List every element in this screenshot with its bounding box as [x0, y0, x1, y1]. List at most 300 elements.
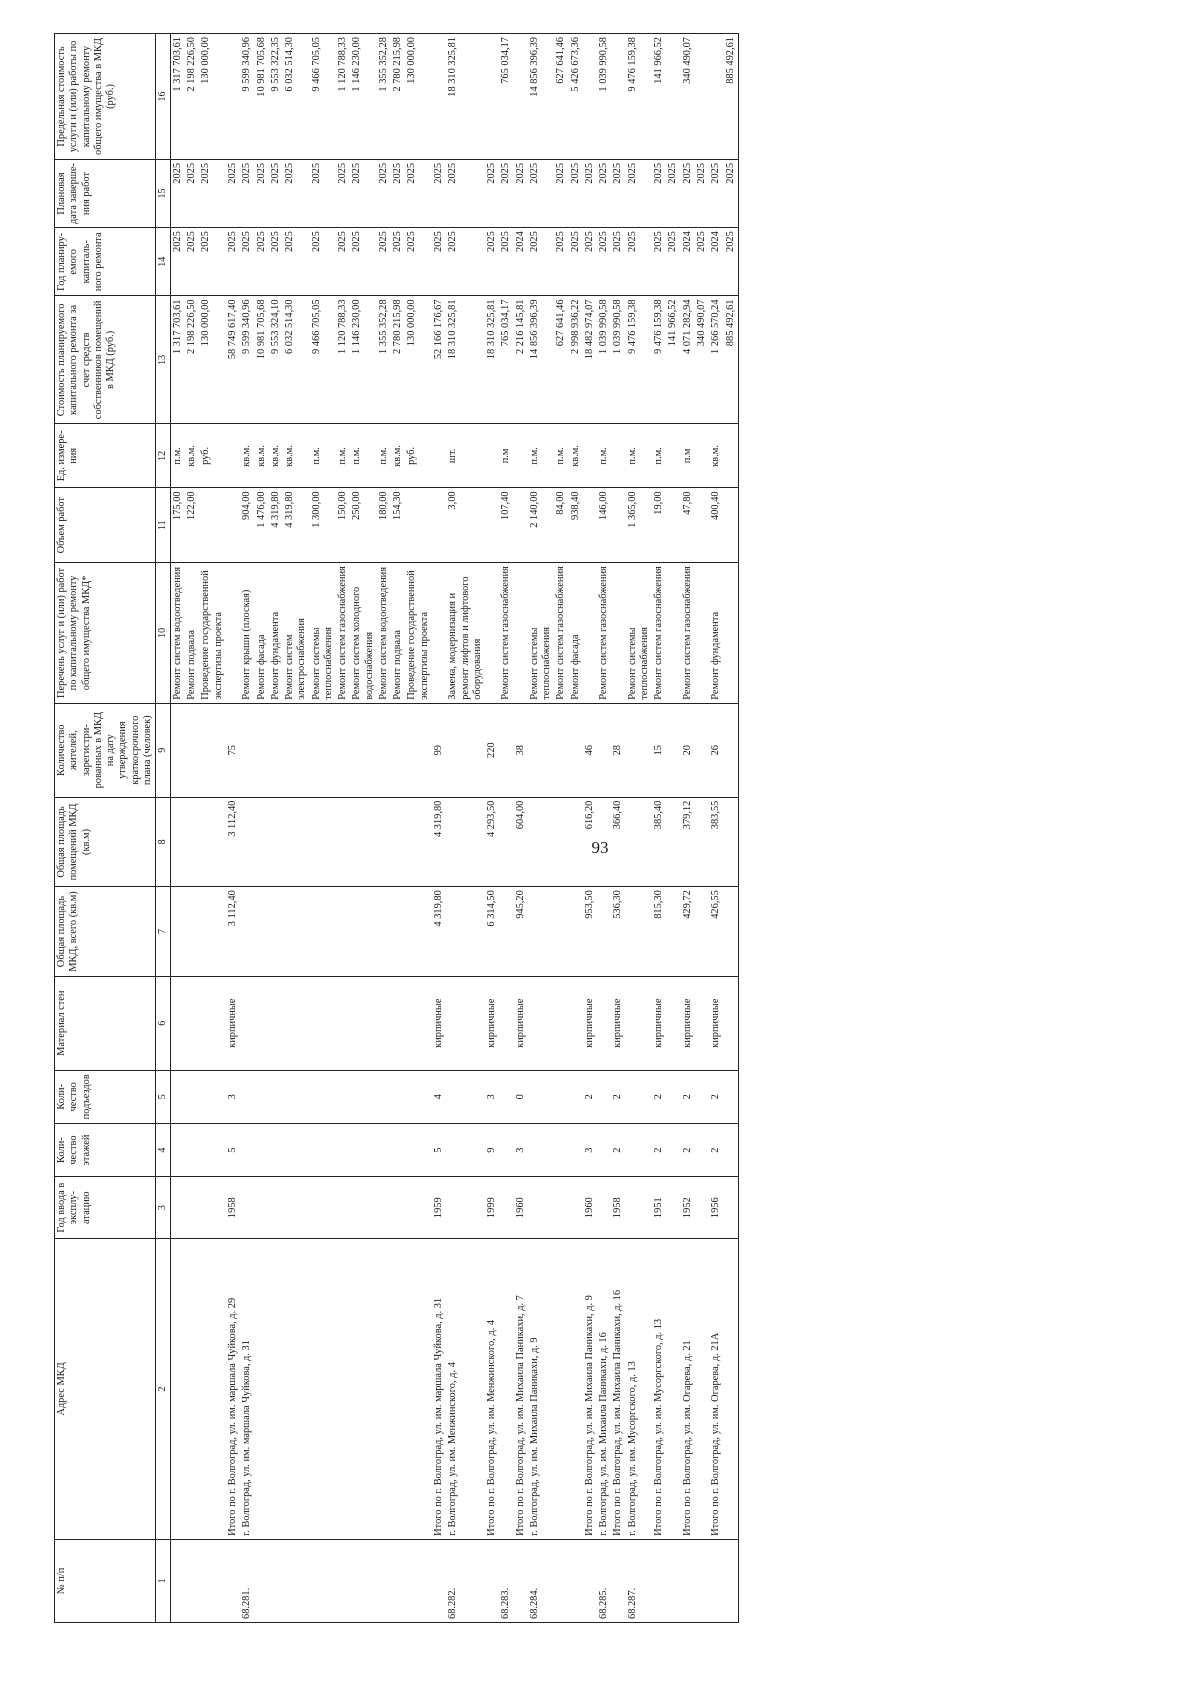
table-cell: 9 553 324,10: [269, 296, 283, 424]
column-number: 2: [156, 1239, 171, 1540]
table-cell: [514, 34, 528, 160]
table-cell: [666, 488, 680, 563]
table-cell: 2: [709, 1123, 723, 1176]
table-cell: 9 466 705,05: [310, 296, 337, 424]
table-cell: [226, 488, 240, 563]
table-cell: Итого по г. Волгоград, ул. им. Михаила Паникахи, д. 9: [583, 1239, 597, 1540]
table-cell: 68.283.: [499, 1539, 513, 1622]
table-row: [485, 34, 499, 1623]
column-number: 4: [156, 1123, 171, 1176]
table-cell: п.м.: [528, 424, 555, 488]
table-cell: 6 032 514,30: [283, 296, 310, 424]
column-number: 9: [156, 703, 171, 797]
table-cell: шт.: [446, 424, 485, 488]
table-cell: [514, 488, 528, 563]
table-cell: 765 034,17: [499, 34, 513, 160]
table-cell: [724, 703, 739, 797]
table-cell: 2025: [336, 159, 350, 227]
table-cell: 9 599 340,96: [240, 34, 254, 160]
table-cell: [185, 1177, 199, 1239]
table-cell: [652, 1539, 666, 1622]
table-row: [695, 34, 709, 1623]
table-cell: 885 492,61: [724, 296, 739, 424]
table-cell: Ремонт системы теплоснабжения: [310, 563, 337, 704]
table-cell: 1 355 352,28: [377, 34, 391, 160]
table-row: [255, 34, 269, 1623]
table-cell: 2025: [583, 159, 597, 227]
table-cell: Итого по г. Волгоград, ул. им. Михаила Паникахи, д. 16: [611, 1239, 625, 1540]
table-cell: [446, 887, 485, 977]
table-cell: [611, 488, 625, 563]
table-cell: 2025: [666, 228, 680, 296]
table-cell: 2: [681, 1123, 695, 1176]
table-row: [583, 34, 597, 1623]
table-row: [377, 34, 391, 1623]
table-cell: Итого по г. Волгоград, ул. им. Мусоргского, д. 13: [652, 1239, 666, 1540]
table-cell: 2024: [681, 228, 695, 296]
table-cell: [583, 34, 597, 160]
table-cell: [695, 488, 709, 563]
table-cell: [597, 797, 611, 887]
table-cell: руб.: [405, 424, 432, 488]
table-cell: [695, 1123, 709, 1176]
table-cell: 1 355 352,28: [377, 296, 391, 424]
table-cell: [240, 1123, 254, 1176]
table-cell: 1 039 990,58: [597, 34, 611, 160]
table-cell: 2025: [336, 228, 350, 296]
table-cell: [405, 703, 432, 797]
table-cell: [583, 488, 597, 563]
table-cell: 250,00: [350, 488, 377, 563]
table-cell: [350, 797, 377, 887]
table-cell: [336, 976, 350, 1070]
table-cell: кирпичные: [432, 976, 446, 1070]
table-cell: [391, 703, 405, 797]
table-cell: [724, 976, 739, 1070]
table-cell: 2025: [569, 159, 583, 227]
table-cell: 938,40: [569, 488, 583, 563]
table-cell: кирпичные: [611, 976, 625, 1070]
table-cell: [170, 887, 185, 977]
table-cell: [240, 797, 254, 887]
table-cell: г. Волгоград, ул. им. Мусоргского, д. 13: [626, 1239, 653, 1540]
table-cell: [611, 34, 625, 160]
table-cell: 379,12: [681, 797, 695, 887]
rotated-table-wrapper: [54, 33, 1200, 1623]
table-cell: п.м.: [626, 424, 653, 488]
table-cell: 2025: [199, 159, 226, 227]
table-cell: кв.м.: [269, 424, 283, 488]
table-cell: [170, 797, 185, 887]
table-cell: [554, 1070, 568, 1123]
table-cell: [170, 703, 185, 797]
table-cell: [499, 703, 513, 797]
table-cell: [695, 703, 709, 797]
table-cell: 904,00: [240, 488, 254, 563]
table-cell: 2025: [528, 159, 555, 227]
table-cell: [724, 1239, 739, 1540]
table-row: [528, 34, 555, 1623]
table-cell: 6 032 514,30: [283, 34, 310, 160]
table-row: [569, 34, 583, 1623]
table-cell: [405, 976, 432, 1070]
table-cell: 3: [583, 1123, 597, 1176]
table-cell: Ремонт систем электроснабжения: [283, 563, 310, 704]
table-cell: Ремонт фундамента: [269, 563, 283, 704]
table-cell: 141 966,52: [666, 296, 680, 424]
table-cell: [350, 1539, 377, 1622]
table-cell: 5: [432, 1123, 446, 1176]
table-cell: [597, 703, 611, 797]
table-cell: [310, 1239, 337, 1540]
table-cell: 2025: [226, 228, 240, 296]
table-row: [554, 34, 568, 1623]
table-cell: [336, 1177, 350, 1239]
table-cell: 3,00: [446, 488, 485, 563]
table-cell: [269, 1177, 283, 1239]
table-cell: Итого по г. Волгоград, ул. им. Огарева, д. 21: [681, 1239, 695, 1540]
table-cell: 68.285.: [597, 1539, 611, 1622]
table-cell: 5 426 673,36: [569, 34, 583, 160]
table-cell: [255, 1070, 269, 1123]
table-cell: [626, 1123, 653, 1176]
table-cell: [611, 424, 625, 488]
table-cell: 2025: [514, 159, 528, 227]
table-cell: [626, 703, 653, 797]
table-cell: 2025: [391, 159, 405, 227]
table-cell: 1 365,00: [626, 488, 653, 563]
table-cell: 2025: [724, 228, 739, 296]
table-cell: [255, 1539, 269, 1622]
table-cell: кирпичные: [652, 976, 666, 1070]
table-cell: [499, 797, 513, 887]
table-cell: [283, 1539, 310, 1622]
table-cell: 9 599 340,96: [240, 296, 254, 424]
table-cell: 0: [514, 1070, 528, 1123]
table-cell: г. Волгоград, ул. им. Михаила Паникахи, д. 16: [597, 1239, 611, 1540]
table-cell: 130 000,00: [199, 296, 226, 424]
table-cell: 2: [611, 1070, 625, 1123]
table-cell: [724, 1177, 739, 1239]
table-row: [336, 34, 350, 1623]
table-cell: п.м.: [310, 424, 337, 488]
table-cell: [170, 1539, 185, 1622]
table-cell: 2025: [350, 159, 377, 227]
table-cell: 2025: [226, 159, 240, 227]
table-cell: 150,00: [336, 488, 350, 563]
table-cell: Ремонт фасада: [255, 563, 269, 704]
table-row: [709, 34, 723, 1623]
table-cell: кирпичные: [681, 976, 695, 1070]
table-row: [310, 34, 337, 1623]
table-cell: 4 319,80: [283, 488, 310, 563]
column-number: 1: [156, 1539, 171, 1622]
table-row: [652, 34, 666, 1623]
table-cell: [336, 1123, 350, 1176]
table-cell: 14 856 396,39: [528, 34, 555, 160]
column-header: Коли-чество подъездов: [55, 1070, 156, 1123]
table-cell: [569, 797, 583, 887]
table-cell: [199, 1177, 226, 1239]
table-cell: [554, 1177, 568, 1239]
table-cell: [485, 424, 499, 488]
table-cell: 4 319,80: [432, 887, 446, 977]
table-cell: 18 310 325,81: [485, 296, 499, 424]
table-cell: [569, 1070, 583, 1123]
table-cell: [695, 976, 709, 1070]
table-cell: 400,40: [709, 488, 723, 563]
table-cell: 536,30: [611, 887, 625, 977]
table-cell: [528, 797, 555, 887]
table-cell: 2 198 226,50: [185, 34, 199, 160]
table-cell: 130 000,00: [405, 34, 432, 160]
table-cell: 2025: [432, 159, 446, 227]
table-row: [226, 34, 240, 1623]
column-header: Год планиру-емого капиталь-ного ремонта: [55, 228, 156, 296]
table-row: [446, 34, 485, 1623]
table-cell: 10 981 705,68: [255, 296, 269, 424]
table-cell: 616,20: [583, 797, 597, 887]
table-cell: 2: [652, 1123, 666, 1176]
table-cell: [405, 887, 432, 977]
table-row: [405, 34, 432, 1623]
table-cell: 627 641,46: [554, 34, 568, 160]
table-row: [391, 34, 405, 1623]
column-number: 11: [156, 488, 171, 563]
table-cell: 68.281.: [240, 1539, 254, 1622]
table-cell: [377, 1070, 391, 1123]
table-cell: [666, 1239, 680, 1540]
table-cell: [350, 1123, 377, 1176]
table-cell: 2025: [391, 228, 405, 296]
table-cell: 180,00: [377, 488, 391, 563]
table-cell: г. Волгоград, ул. им. маршала Чуйкова, д. 31: [240, 1239, 254, 1540]
table-cell: 9 476 159,38: [626, 34, 653, 160]
table-cell: 2025: [709, 159, 723, 227]
table-cell: 2025: [310, 159, 337, 227]
table-cell: 1 300,00: [310, 488, 337, 563]
table-cell: [336, 887, 350, 977]
table-cell: [377, 887, 391, 977]
table-cell: 2025: [405, 159, 432, 227]
table-cell: 146,00: [597, 488, 611, 563]
table-cell: [666, 976, 680, 1070]
table-cell: [666, 424, 680, 488]
table-cell: [350, 1239, 377, 1540]
table-row: [666, 34, 680, 1623]
table-cell: 2 998 936,22: [569, 296, 583, 424]
table-cell: 2025: [269, 228, 283, 296]
table-cell: 1959: [432, 1177, 446, 1239]
column-header: № п/п: [55, 1539, 156, 1622]
table-cell: 2025: [255, 228, 269, 296]
table-cell: 2: [652, 1070, 666, 1123]
table-cell: [499, 1239, 513, 1540]
table-cell: 19,00: [652, 488, 666, 563]
table-cell: п.м.: [377, 424, 391, 488]
table-cell: [350, 703, 377, 797]
column-header: Ед. измере-ния: [55, 424, 156, 488]
table-cell: 2025: [269, 159, 283, 227]
table-row: [199, 34, 226, 1623]
column-header: Перечень услуг и (или) работ по капитальному ремонту общего имущества МКД*: [55, 563, 156, 704]
table-cell: [626, 797, 653, 887]
table-cell: 385,40: [652, 797, 666, 887]
table-cell: кирпичные: [583, 976, 597, 1070]
table-cell: [336, 1539, 350, 1622]
table-cell: 46: [583, 703, 597, 797]
table-cell: 20: [681, 703, 695, 797]
table-cell: Ремонт систем газоснабжения: [554, 563, 568, 704]
table-cell: 9: [485, 1123, 499, 1176]
table-cell: 2: [709, 1070, 723, 1123]
column-number: 3: [156, 1177, 171, 1239]
table-cell: [199, 1239, 226, 1540]
column-number: 6: [156, 976, 171, 1070]
table-cell: 340 490,07: [681, 34, 695, 160]
table-cell: [269, 1070, 283, 1123]
table-cell: 2025: [170, 228, 185, 296]
table-cell: [666, 34, 680, 160]
column-header: Общая площадь помещений МКД (кв.м): [55, 797, 156, 887]
table-cell: [528, 887, 555, 977]
table-cell: 1958: [611, 1177, 625, 1239]
table-cell: 2025: [377, 159, 391, 227]
table-cell: [695, 1070, 709, 1123]
table-cell: 9 553 322,35: [269, 34, 283, 160]
table-cell: Ремонт подвала: [185, 563, 199, 704]
table-cell: 945,20: [514, 887, 528, 977]
table-cell: [255, 1239, 269, 1540]
table-cell: [255, 703, 269, 797]
table-cell: 68.284.: [528, 1539, 555, 1622]
table-cell: п.м: [499, 424, 513, 488]
table-cell: 2: [611, 1123, 625, 1176]
table-cell: [666, 563, 680, 704]
table-cell: [695, 887, 709, 977]
table-cell: [283, 1239, 310, 1540]
table-cell: [485, 34, 499, 160]
table-cell: 2 780 215,98: [391, 34, 405, 160]
table-cell: 815,30: [652, 887, 666, 977]
table-cell: [170, 1070, 185, 1123]
table-cell: 141 966,52: [652, 34, 666, 160]
table-cell: 2025: [666, 159, 680, 227]
table-cell: 340 490,07: [695, 296, 709, 424]
table-cell: 2025: [240, 159, 254, 227]
table-cell: [528, 1070, 555, 1123]
table-cell: 26: [709, 703, 723, 797]
table-cell: 1 120 788,33: [336, 296, 350, 424]
table-cell: [446, 1123, 485, 1176]
table-cell: 2025: [652, 159, 666, 227]
column-header: Общая площадь МКД, всего (кв.м): [55, 887, 156, 977]
table-cell: 2025: [681, 159, 695, 227]
table-cell: [350, 1177, 377, 1239]
table-cell: 15: [652, 703, 666, 797]
table-cell: 2025: [597, 159, 611, 227]
table-cell: 2025: [583, 228, 597, 296]
table-cell: 1958: [226, 1177, 240, 1239]
table-cell: [724, 887, 739, 977]
table-cell: Проведение государственной экспертизы проекта: [405, 563, 432, 704]
table-cell: [377, 797, 391, 887]
table-cell: [597, 1070, 611, 1123]
table-cell: п.м.: [336, 424, 350, 488]
table-cell: 1 317 703,61: [170, 296, 185, 424]
table-cell: [446, 703, 485, 797]
table-cell: [724, 1070, 739, 1123]
table-cell: 2025: [652, 228, 666, 296]
table-cell: 18 310 325,81: [446, 296, 485, 424]
table-cell: 107,40: [499, 488, 513, 563]
table-cell: 84,00: [554, 488, 568, 563]
table-cell: 2025: [597, 228, 611, 296]
table-cell: 9 476 159,38: [626, 296, 653, 424]
table-cell: [611, 563, 625, 704]
table-cell: [569, 703, 583, 797]
table-cell: [597, 976, 611, 1070]
table-cell: кирпичные: [485, 976, 499, 1070]
table-row: [626, 34, 653, 1623]
table-cell: 18 310 325,81: [446, 34, 485, 160]
table-cell: [255, 976, 269, 1070]
table-cell: [255, 797, 269, 887]
table-cell: [432, 424, 446, 488]
table-cell: [336, 1239, 350, 1540]
table-cell: 2025: [350, 228, 377, 296]
table-cell: 1952: [681, 1177, 695, 1239]
table-cell: [226, 1539, 240, 1622]
table-cell: Ремонт фундамента: [709, 563, 723, 704]
table-row: [185, 34, 199, 1623]
table-cell: 2025: [724, 159, 739, 227]
table-cell: [240, 1177, 254, 1239]
table-cell: 2025: [528, 228, 555, 296]
table-cell: 366,40: [611, 797, 625, 887]
table-cell: 3 112,40: [226, 797, 240, 887]
table-cell: [377, 1239, 391, 1540]
table-cell: 68.287.: [626, 1539, 653, 1622]
table-cell: 2024: [709, 228, 723, 296]
table-cell: [283, 1123, 310, 1176]
table-cell: [240, 703, 254, 797]
table-cell: [554, 703, 568, 797]
table-cell: [240, 887, 254, 977]
table-cell: 953,50: [583, 887, 597, 977]
table-cell: [446, 1070, 485, 1123]
table-row: [724, 34, 739, 1623]
table-cell: [499, 1123, 513, 1176]
table-cell: кв.м.: [283, 424, 310, 488]
table-cell: [583, 1539, 597, 1622]
table-cell: 4 319,80: [269, 488, 283, 563]
table-cell: [336, 1070, 350, 1123]
table-cell: 627 641,46: [554, 296, 568, 424]
table-cell: [528, 976, 555, 1070]
table-cell: 2: [681, 1070, 695, 1123]
table-cell: 130 000,00: [199, 34, 226, 160]
table-cell: [310, 797, 337, 887]
table-cell: [377, 1539, 391, 1622]
table-cell: [391, 887, 405, 977]
table-cell: 1 146 230,00: [350, 34, 377, 160]
table-row: [269, 34, 283, 1623]
table-cell: 2025: [240, 228, 254, 296]
table-cell: [199, 1539, 226, 1622]
table-cell: [485, 1539, 499, 1622]
table-cell: [666, 797, 680, 887]
